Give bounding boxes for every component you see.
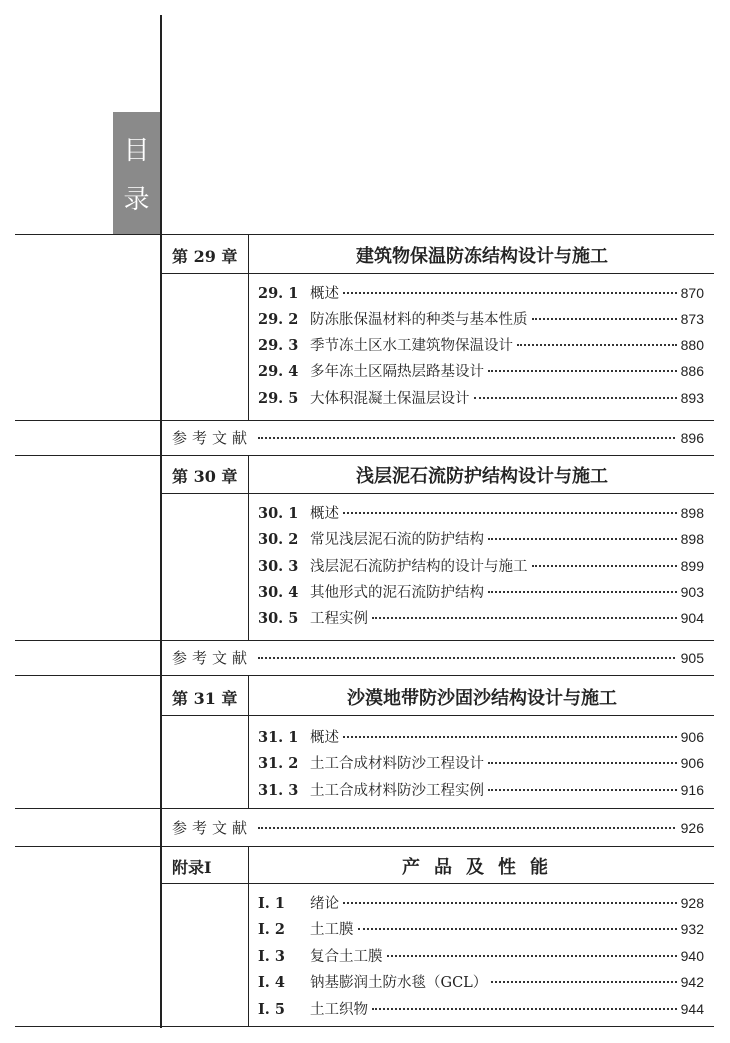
- leader-dots: [343, 512, 677, 514]
- leader-dots: [488, 370, 677, 372]
- section-divider: [15, 808, 714, 809]
- page-number: 903: [680, 584, 704, 600]
- section-title: 防冻胀保温材料的种类与基本性质: [310, 312, 528, 328]
- toc-tab-char-1: 目: [123, 136, 150, 166]
- section-title: 概述: [310, 730, 339, 746]
- chapter-label: 第 31 章: [172, 689, 238, 708]
- page-number: 880: [680, 337, 704, 353]
- appendix-title: 产品及性能: [402, 857, 562, 878]
- section-divider: [15, 234, 714, 235]
- section-title: 浅层泥石流防护结构的设计与施工: [310, 559, 528, 575]
- references-entry[interactable]: [172, 817, 704, 839]
- page-number: 928: [680, 895, 704, 911]
- toc-entry[interactable]: [258, 752, 704, 772]
- toc-entry[interactable]: [258, 945, 704, 965]
- section-number: 30. 4: [258, 584, 299, 601]
- section-divider: [15, 846, 714, 847]
- chapter-title: 浅层泥石流防护结构设计与施工: [356, 466, 608, 487]
- toc-entry[interactable]: [258, 360, 704, 380]
- section-divider: [162, 273, 714, 274]
- section-title: 概述: [310, 506, 339, 522]
- references-entry[interactable]: [172, 647, 704, 669]
- section-title: 土工膜: [310, 922, 354, 938]
- toc-entry[interactable]: [258, 555, 704, 575]
- section-number: 29. 1: [258, 285, 299, 302]
- references-entry[interactable]: [172, 427, 704, 449]
- leader-dots: [372, 617, 677, 619]
- toc-entry[interactable]: [258, 282, 704, 302]
- leader-dots: [488, 789, 677, 791]
- section-number: 31. 1: [258, 729, 299, 746]
- left-margin-rule: [160, 15, 162, 1028]
- section-number: 30. 5: [258, 610, 299, 627]
- toc-entry[interactable]: [258, 998, 704, 1018]
- leader-dots: [258, 827, 675, 829]
- section-number: Ⅰ. 2: [258, 921, 285, 938]
- section-number: Ⅰ. 4: [258, 974, 285, 991]
- section-title: 概述: [310, 286, 339, 302]
- page-number: 932: [680, 921, 704, 937]
- section-divider: [15, 640, 714, 641]
- section-title: 其他形式的泥石流防护结构: [310, 585, 484, 601]
- page-number: 873: [680, 311, 704, 327]
- leader-dots: [491, 981, 676, 983]
- section-divider: [162, 493, 714, 494]
- section-number: 30. 1: [258, 505, 299, 522]
- section-number: 29. 5: [258, 390, 299, 407]
- references-title: 参考文献: [172, 429, 253, 447]
- toc-entry[interactable]: [258, 779, 704, 799]
- column-divider: [248, 675, 249, 808]
- chapter-title: 建筑物保温防冻结构设计与施工: [356, 246, 608, 267]
- page-number: 906: [680, 755, 704, 771]
- page-number: 898: [680, 531, 704, 547]
- chapter-label: 第 29 章: [172, 247, 238, 266]
- leader-dots: [372, 1008, 677, 1010]
- toc-entry[interactable]: [258, 607, 704, 627]
- toc-entry[interactable]: [258, 726, 704, 746]
- section-title: 工程实例: [310, 611, 368, 627]
- section-divider: [15, 455, 714, 456]
- page-number: 896: [680, 430, 704, 446]
- toc-entry[interactable]: [258, 892, 704, 912]
- section-divider: [162, 715, 714, 716]
- leader-dots: [387, 955, 677, 957]
- appendix-label: 附录Ⅰ: [172, 858, 212, 877]
- page-number: 899: [680, 558, 704, 574]
- section-title: 钠基膨润土防水毯（GCL）: [310, 975, 488, 991]
- leader-dots: [488, 538, 677, 540]
- toc-entry[interactable]: [258, 918, 704, 938]
- leader-dots: [532, 565, 677, 567]
- leader-dots: [358, 928, 677, 930]
- section-title: 大体积混凝土保温层设计: [310, 391, 470, 407]
- toc-entry[interactable]: [258, 387, 704, 407]
- toc-entry[interactable]: [258, 334, 704, 354]
- leader-dots: [488, 762, 677, 764]
- page-number: 898: [680, 505, 704, 521]
- section-number: Ⅰ. 1: [258, 895, 285, 912]
- leader-dots: [343, 902, 677, 904]
- page-number: 886: [680, 363, 704, 379]
- leader-dots: [532, 318, 677, 320]
- page-number: 870: [680, 285, 704, 301]
- leader-dots: [258, 657, 675, 659]
- section-title: 土工合成材料防沙工程设计: [310, 756, 484, 772]
- references-title: 参考文献: [172, 649, 253, 667]
- leader-dots: [517, 344, 677, 346]
- section-title: 土工织物: [310, 1002, 368, 1018]
- leader-dots: [258, 437, 675, 439]
- page-number: 942: [680, 974, 704, 990]
- section-divider: [15, 675, 714, 676]
- section-number: 29. 2: [258, 311, 299, 328]
- page-number: 926: [680, 820, 704, 836]
- leader-dots: [488, 591, 677, 593]
- page-number: 905: [680, 650, 704, 666]
- section-title: 季节冻土区水工建筑物保温设计: [310, 338, 513, 354]
- toc-tab-char-2: 录: [123, 185, 150, 215]
- section-divider: [15, 1026, 714, 1027]
- section-number: 29. 4: [258, 363, 299, 380]
- chapter-title: 沙漠地带防沙固沙结构设计与施工: [347, 688, 617, 709]
- page-number: 906: [680, 729, 704, 745]
- section-number: Ⅰ. 3: [258, 948, 285, 965]
- page-number: 916: [680, 782, 704, 798]
- toc-tab: [113, 112, 160, 234]
- toc-entry[interactable]: [258, 581, 704, 601]
- chapter-label: 第 30 章: [172, 467, 238, 486]
- section-title: 复合土工膜: [310, 949, 383, 965]
- section-number: 31. 3: [258, 782, 299, 799]
- leader-dots: [474, 397, 677, 399]
- toc-entry[interactable]: [258, 308, 704, 328]
- page-number: 893: [680, 390, 704, 406]
- toc-entry[interactable]: [258, 502, 704, 522]
- column-divider: [248, 455, 249, 640]
- section-title: 多年冻土区隔热层路基设计: [310, 364, 484, 380]
- section-title: 常见浅层泥石流的防护结构: [310, 532, 484, 548]
- toc-entry[interactable]: [258, 528, 704, 548]
- page-number: 904: [680, 610, 704, 626]
- section-number: 30. 2: [258, 531, 299, 548]
- column-divider: [248, 846, 249, 1026]
- section-divider: [162, 883, 714, 884]
- section-number: 30. 3: [258, 558, 299, 575]
- leader-dots: [343, 736, 677, 738]
- page-number: 940: [680, 948, 704, 964]
- section-number: Ⅰ. 5: [258, 1001, 285, 1018]
- references-title: 参考文献: [172, 819, 253, 837]
- page-number: 944: [680, 1001, 704, 1017]
- section-title: 绪论: [310, 896, 339, 912]
- section-divider: [15, 420, 714, 421]
- toc-entry[interactable]: [258, 971, 704, 991]
- section-number: 31. 2: [258, 755, 299, 772]
- section-title: 土工合成材料防沙工程实例: [310, 783, 484, 799]
- leader-dots: [343, 292, 677, 294]
- column-divider: [248, 234, 249, 420]
- section-number: 29. 3: [258, 337, 299, 354]
